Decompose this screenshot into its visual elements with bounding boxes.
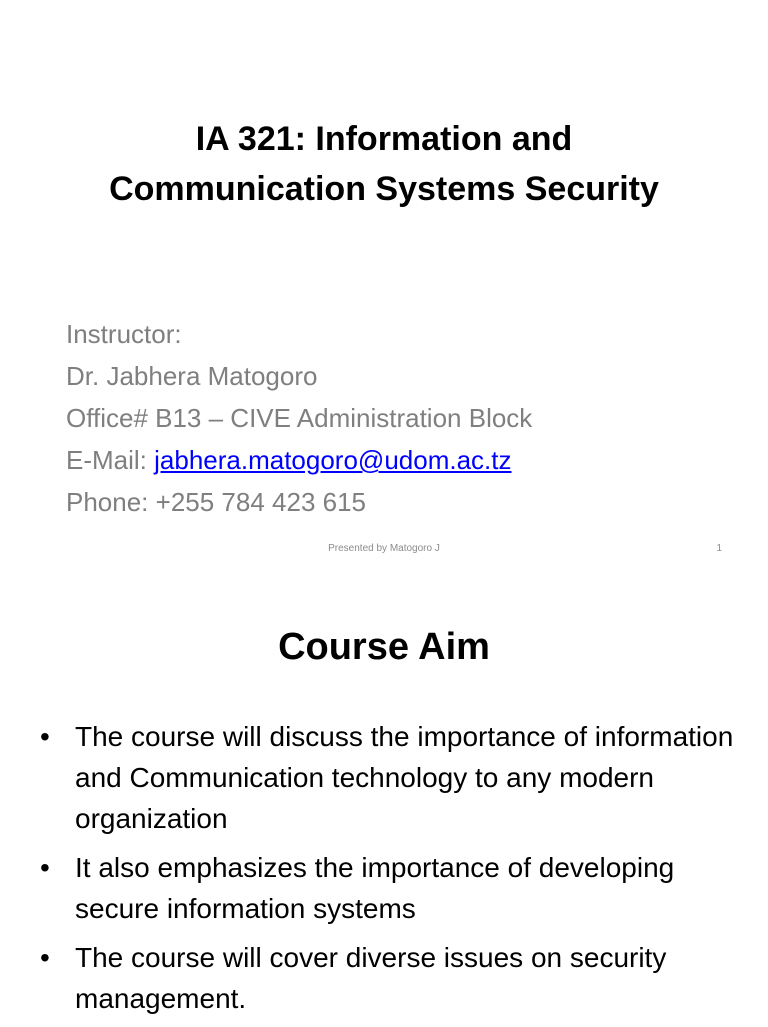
bullet-icon: • xyxy=(40,721,50,752)
title-line-2: Communication Systems Security xyxy=(109,170,659,208)
bullet-item xyxy=(40,937,740,1019)
phone-number: Phone: +255 784 423 615 xyxy=(66,487,367,517)
instructor-name: Dr. Jabhera Matogoro xyxy=(66,361,318,391)
slide-title xyxy=(40,114,728,214)
bullet-text: It also emphasizes the importance of developing secure information systems xyxy=(75,852,675,924)
page-number: 1 xyxy=(716,543,722,554)
instructor-label: Instructor: xyxy=(66,319,182,349)
office-location: Office# B13 – CIVE Administration Block xyxy=(66,403,533,433)
email-link[interactable]: jabhera.matogoro@udom.ac.tz xyxy=(154,445,512,475)
slide-2 xyxy=(0,576,768,1024)
bullet-text: The course will discuss the importance of information and Communication technology to any modern organization xyxy=(75,721,734,834)
bullet-icon: • xyxy=(40,942,50,973)
bullet-item xyxy=(40,847,740,929)
email-row xyxy=(66,439,726,481)
bullet-icon: • xyxy=(40,852,50,883)
slide-footer: Presented by Matogoro J xyxy=(328,543,440,554)
slide-title: Course Aim xyxy=(278,626,490,668)
bullet-item xyxy=(40,716,740,839)
bullet-text: The course will cover diverse issues on security management. xyxy=(75,942,667,1014)
instructor-info xyxy=(66,313,726,523)
email-label: E-Mail: xyxy=(66,445,155,475)
bullet-list xyxy=(40,716,740,1027)
title-line-1: IA 321: Information and xyxy=(195,120,573,158)
